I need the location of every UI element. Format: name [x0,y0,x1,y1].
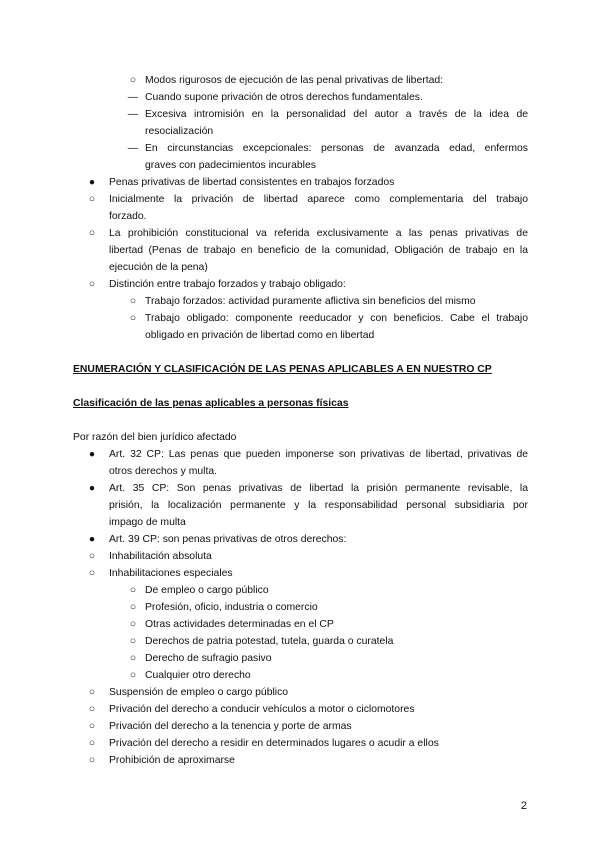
circle-bullet-icon: ○ [129,75,137,86]
dash-bullet-icon: — [127,92,139,103]
circle-bullet-icon: ○ [88,228,96,239]
list-item: Trabajo forzados: actividad puramente aflictiva sin beneficios del mismo [145,296,476,307]
list-item-continuation: obligado en privación de libertad como en libertad [145,330,375,341]
circle-bullet-icon: ○ [129,619,137,630]
list-item: Art. 32 CP: Las penas que pueden imponerse son privativas de libertad, privativas de [109,449,528,460]
circle-bullet-icon: ○ [129,636,137,647]
list-item: Suspensión de empleo o cargo público [109,687,289,698]
list-item: Inhabilitaciones especiales [109,568,233,579]
dot-bullet-icon: ● [88,177,96,188]
circle-bullet-icon: ○ [129,313,137,324]
list-item: La prohibición constitucional va referida exclusivamente a las penas privativas de [109,228,528,239]
list-item: Penas privativas de libertad consistentes en trabajos forzados [109,177,395,188]
dash-bullet-icon: — [127,143,139,154]
circle-bullet-icon: ○ [88,279,96,290]
list-item-continuation: prisión, la localización permanente y la responsabilidad personal subsidiaria por [109,500,528,511]
list-item: De empleo o cargo público [145,585,269,596]
circle-bullet-icon: ○ [88,568,96,579]
list-item: Inicialmente la privación de libertad aparece como complementaria del trabajo [109,194,528,205]
list-item: Inhabilitación absoluta [109,551,212,562]
list-item-continuation: impago de multa [109,517,186,528]
circle-bullet-icon: ○ [129,585,137,596]
circle-bullet-icon: ○ [129,602,137,613]
list-item-continuation: graves con padecimientos incurables [145,160,316,171]
list-item: Distinción entre trabajo forzados y trabajo obligado: [109,279,346,290]
section-heading: ENUMERACIÓN Y CLASIFICACIÓN DE LAS PENAS APLICABLES A EN NUESTRO CP [73,364,492,375]
dot-bullet-icon: ● [88,534,96,545]
circle-bullet-icon: ○ [129,653,137,664]
circle-bullet-icon: ○ [88,687,96,698]
list-item-continuation: ejecución de la pena) [109,262,208,273]
list-item-continuation: libertad (Penas de trabajo en beneficio de la comunidad, Obligación de trabajo en la [109,245,528,256]
circle-bullet-icon: ○ [88,721,96,732]
list-item: Privación del derecho a la tenencia y porte de armas [109,721,352,732]
subsection-heading: Clasificación de las penas aplicables a personas físicas [73,398,349,409]
list-item-continuation: forzado. [109,211,147,222]
paragraph-lead: Por razón del bien jurídico afectado [73,432,237,443]
list-item: Art. 35 CP: Son penas privativas de libertad la prisión permanente revisable, la [109,483,528,494]
list-item: Privación del derecho a conducir vehículos a motor o ciclomotores [109,704,415,715]
circle-bullet-icon: ○ [88,704,96,715]
circle-bullet-icon: ○ [88,551,96,562]
dot-bullet-icon: ● [88,449,96,460]
list-item: Trabajo obligado: componente reeducador y con beneficios. Cabe el trabajo [145,313,528,324]
circle-bullet-icon: ○ [129,670,137,681]
list-item: Profesión, oficio, industria o comercio [145,602,318,613]
circle-bullet-icon: ○ [88,755,96,766]
list-item: Privación del derecho a residir en determinados lugares o acudir a ellos [109,738,439,749]
list-item: Cuando supone privación de otros derechos fundamentales. [145,92,423,103]
list-item: Art. 39 CP: son penas privativas de otros derechos: [109,534,347,545]
list-item-continuation: resocialización [145,126,214,137]
circle-bullet-icon: ○ [88,738,96,749]
dash-bullet-icon: — [127,109,139,120]
list-item: Prohibición de aproximarse [109,755,235,766]
list-item: Otras actividades determinadas en el CP [145,619,334,630]
list-item: Cualquier otro derecho [145,670,251,681]
circle-bullet-icon: ○ [88,194,96,205]
page-number: 2 [520,800,527,812]
list-item: Excesiva intromisión en la personalidad del autor a través de la idea de [145,109,528,120]
list-item: En circunstancias excepcionales: personas de avanzada edad, enfermos [145,143,528,154]
circle-bullet-icon: ○ [129,296,137,307]
list-item-continuation: otros derechos y multa. [109,466,217,477]
list-item: Modos rigurosos de ejecución de las penal privativas de libertad: [145,75,444,86]
list-item: Derechos de patria potestad, tutela, guarda o curatela [145,636,394,647]
list-item: Derecho de sufragio pasivo [145,653,272,664]
dot-bullet-icon: ● [88,483,96,494]
